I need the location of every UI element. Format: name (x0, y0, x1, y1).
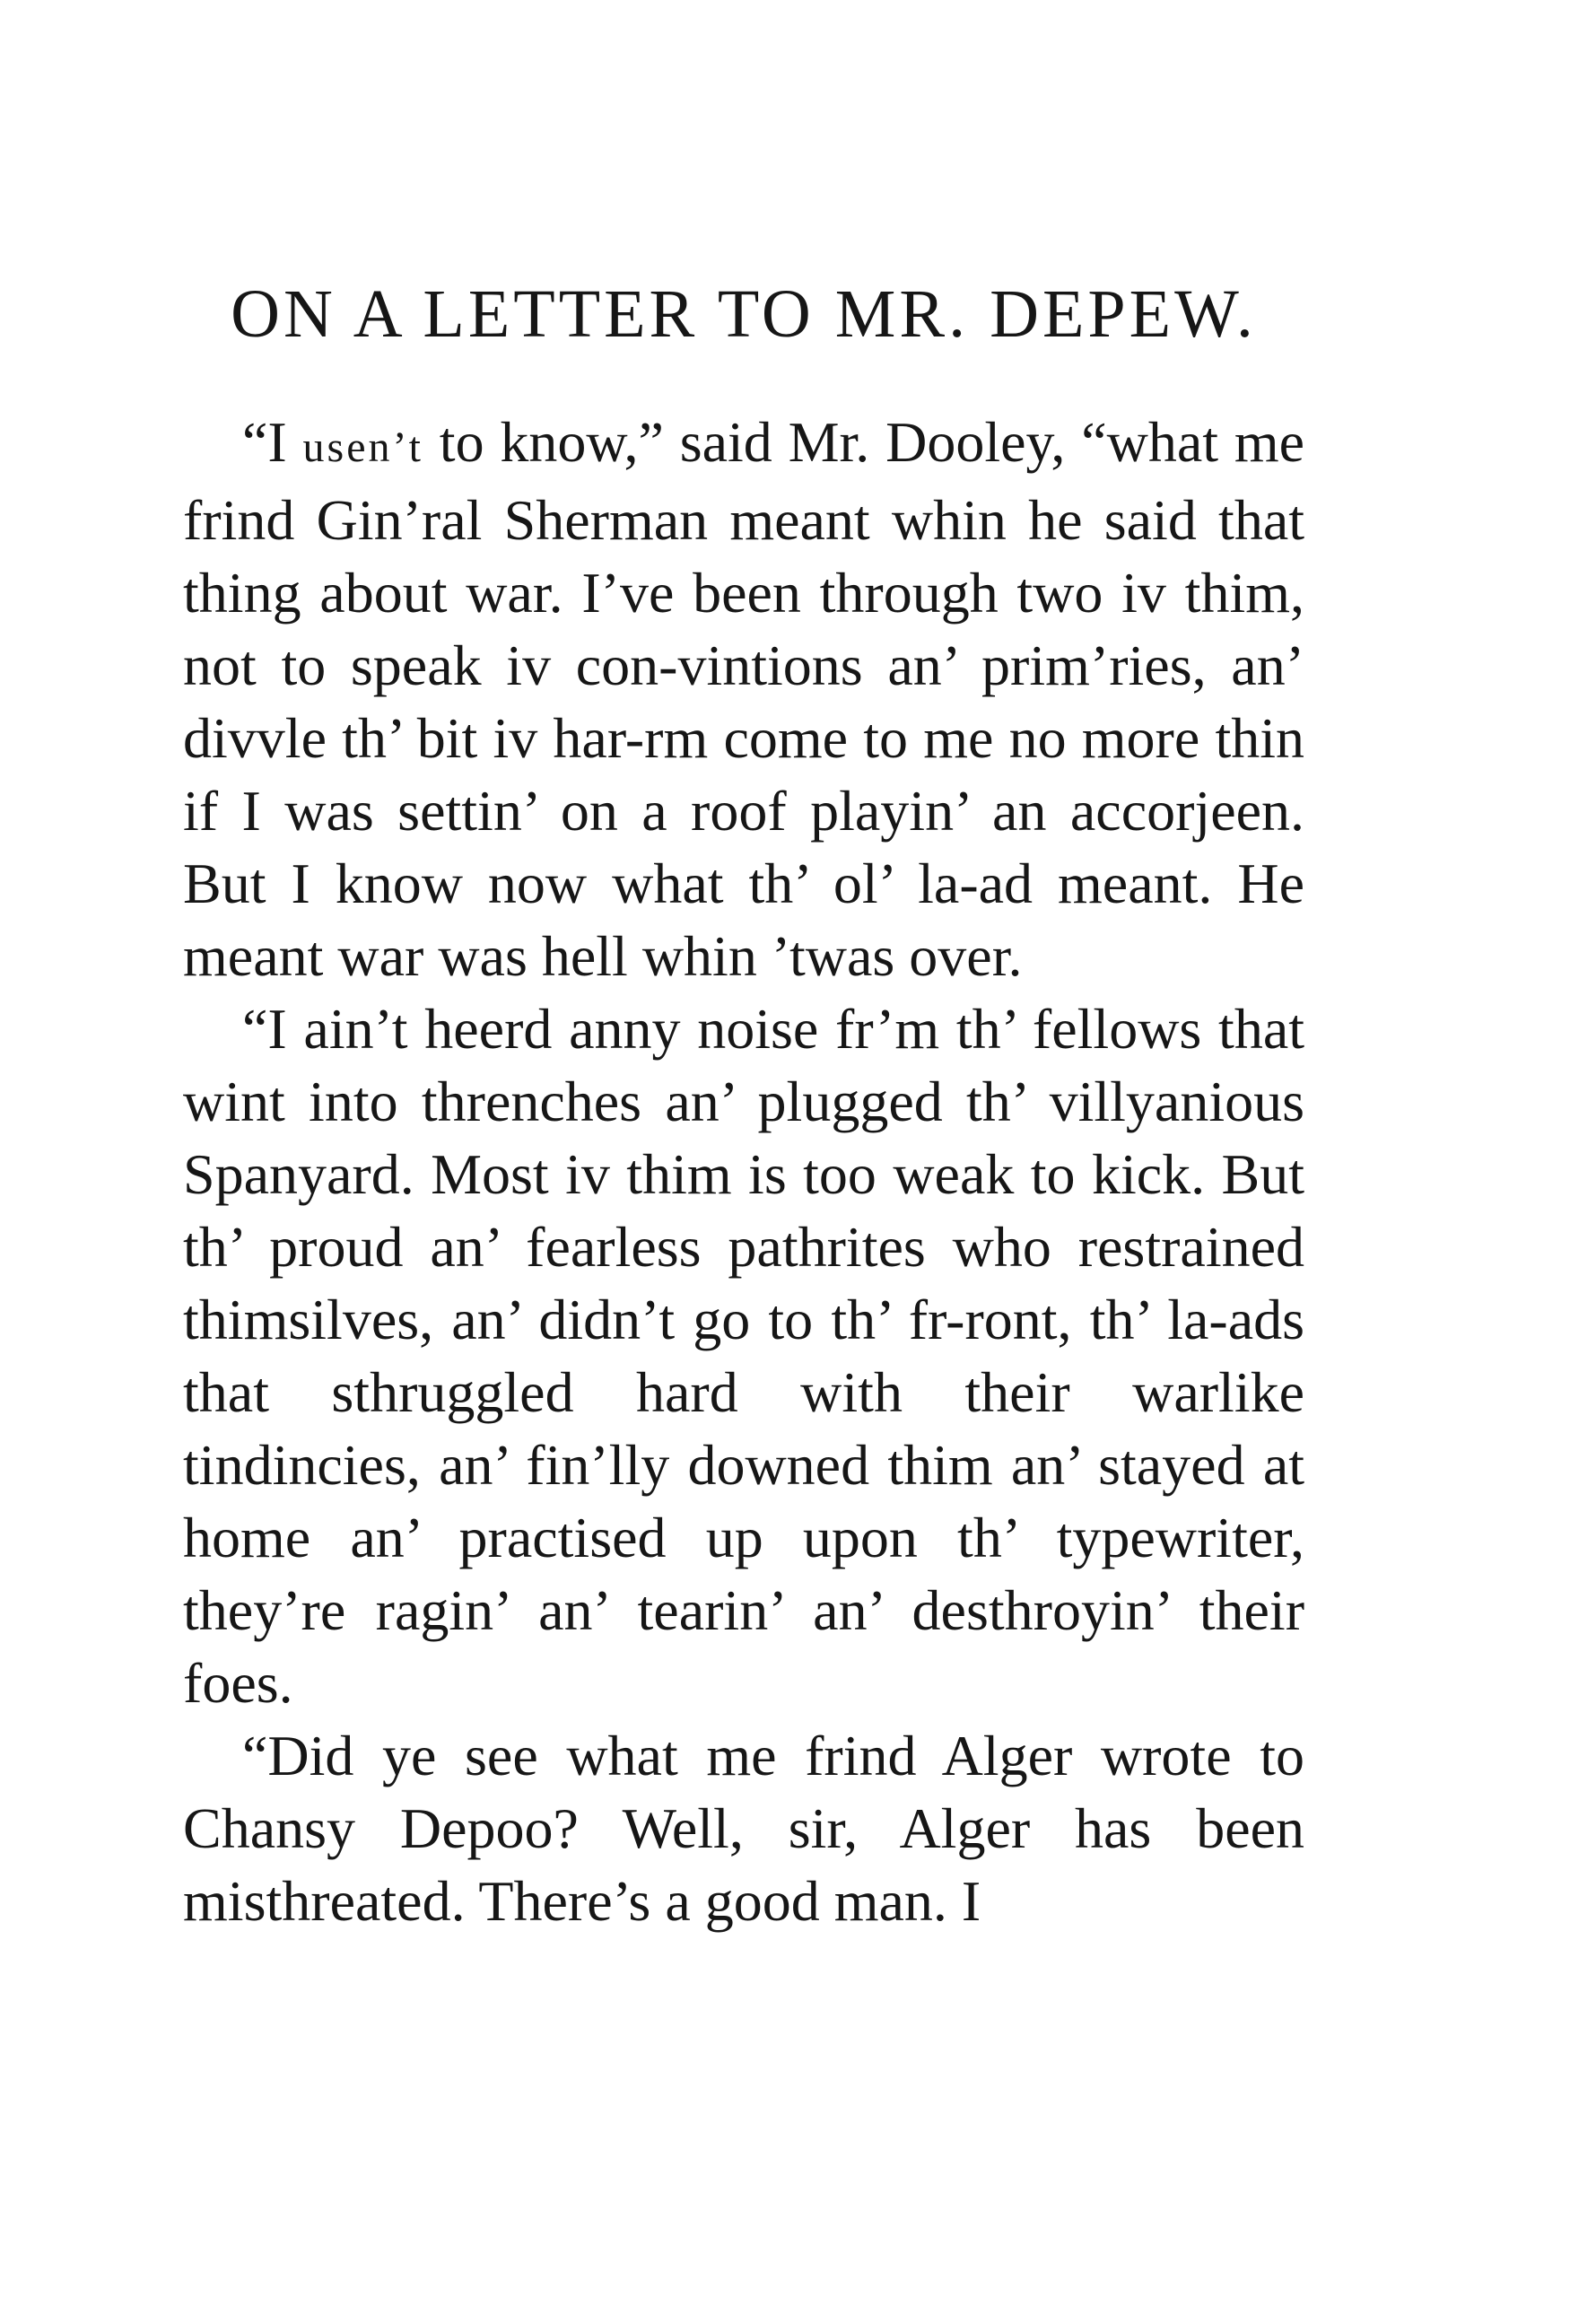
chapter-body (183, 406, 1304, 1937)
paragraph-1-text: to know,” said Mr. Dooley, “what me frind Gin’ral Sherman meant whin he said that thing about war. I’ve been through two iv thim, not to speak iv con-vintions an’ prim’ries, an’ divvle th’ bit iv har-rm come to me no more thin if I was settin’ on a roof playin’ an accorjeen. But I know now what th’ ol’ la-ad meant. He meant war was hell whin ’twas over. (183, 410, 1305, 988)
paragraph-3: “Did ye see what me frind Alger wrote to Chansy Depoo? Well, sir, Alger has been misthreated. There’s a good man. I (183, 1724, 1304, 1933)
paragraph-1 (183, 406, 1304, 992)
chapter-heading: ON A LETTER TO MR. DEPEW. (231, 276, 1257, 352)
paragraph-2: “I ain’t heerd anny noise fr’m th’ fellows that wint into threnches an’ plugged th’ villyanious Spanyard. Most iv thim is too weak to kick. But th’ proud an’ fearless pathrites who restrained thimsilves, an’ didn’t go to th’ fr-ront, th’ la-ads that sthruggled hard with their warlike tindincies, an’ fin’lly downed thim an’ stayed at home an’ practised up upon th’ typewriter, they’re ragin’ an’ tearin’ an’ desthroyin’ their foes. (183, 997, 1304, 1715)
opening-quote: “I (242, 410, 303, 474)
small-caps-word: usen’t (302, 424, 423, 471)
